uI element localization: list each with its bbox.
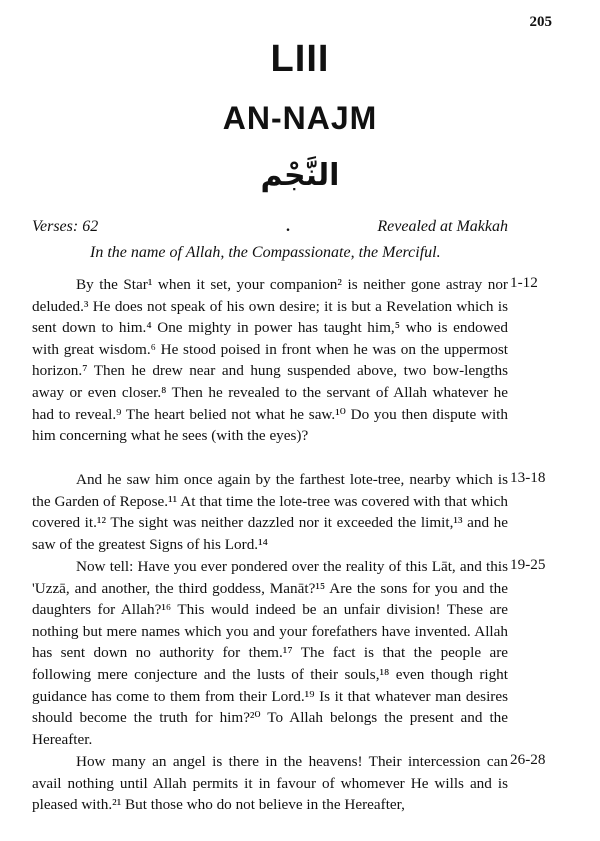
verses-count: Verses: 62 [32, 218, 99, 235]
paragraph [32, 274, 508, 447]
paragraph [32, 751, 508, 816]
chapter-number: LIII [270, 38, 330, 80]
verse-range: 1-12 [510, 274, 538, 291]
verse-range: 19-25 [510, 556, 546, 573]
paragraph-text: By the Star¹ when it set, your companion² is neither gone astray nor deluded.³ He does not speak of his own desire; it is but a Revelation which is sent down to him.⁴ One mighty in power has taught him,⁵ who is endowed with great wisdom.⁶ He stood poised in front when he was on the uppermost horizon.⁷ Then he drew near and hung suspended above, two bow-lengths away or even closer.⁸ Then he revealed to the servant of Allah whatever he had to reveal.⁹ The heart belied not what he saw.¹⁰ Do you then dispute with him concerning what he sees (with the eyes)? [32, 276, 508, 445]
arabic-chapter-title: النَّجْم [260, 158, 340, 193]
paragraph-text: How many an angel is there in the heavens! Their intercession can avail nothing until Allah permits it in favour of whomever He wills and is pleased with.²¹ But those who do not believe in the Hereafter, [32, 753, 508, 814]
separator-dot: . [286, 218, 290, 235]
paragraph [32, 469, 508, 555]
paragraph-text: Now tell: Have you ever pondered over the reality of this Lāt, and this 'Uzzā, and another, the third goddess, Manāt?¹⁵ Are the sons for you and the daughters for Allah?¹⁶ This would indeed be an unfair division! These are nothing but mere names which you and your forefathers have invented. Allah has sent down no authority for them.¹⁷ The fact is that the people are following mere conjecture and the lusts of their souls,¹⁸ even though right guidance has come to them from their Lord.¹⁹ Is it that whatever man desires should become the truth for him?²⁰ To Allah belongs the present and the Hereafter. [32, 558, 508, 748]
paragraph-text: And he saw him once again by the farthest lote-tree, nearby which is the Garden of Repose.¹¹ At that time the lote-tree was covered with that which covered it.¹² The sight was neither dazzled nor it exceeded the limit,¹³ and he saw of the greatest Signs of his Lord.¹⁴ [32, 471, 508, 553]
verse-range: 13-18 [510, 469, 546, 486]
chapter-title: AN-NAJM [222, 100, 378, 136]
revelation-place: Revealed at Makkah [377, 218, 508, 235]
bismillah: In the name of Allah, the Compassionate, the Merciful. [90, 244, 441, 261]
verse-range: 26-28 [510, 751, 546, 768]
page-number: 205 [529, 14, 552, 30]
paragraph [32, 556, 508, 750]
